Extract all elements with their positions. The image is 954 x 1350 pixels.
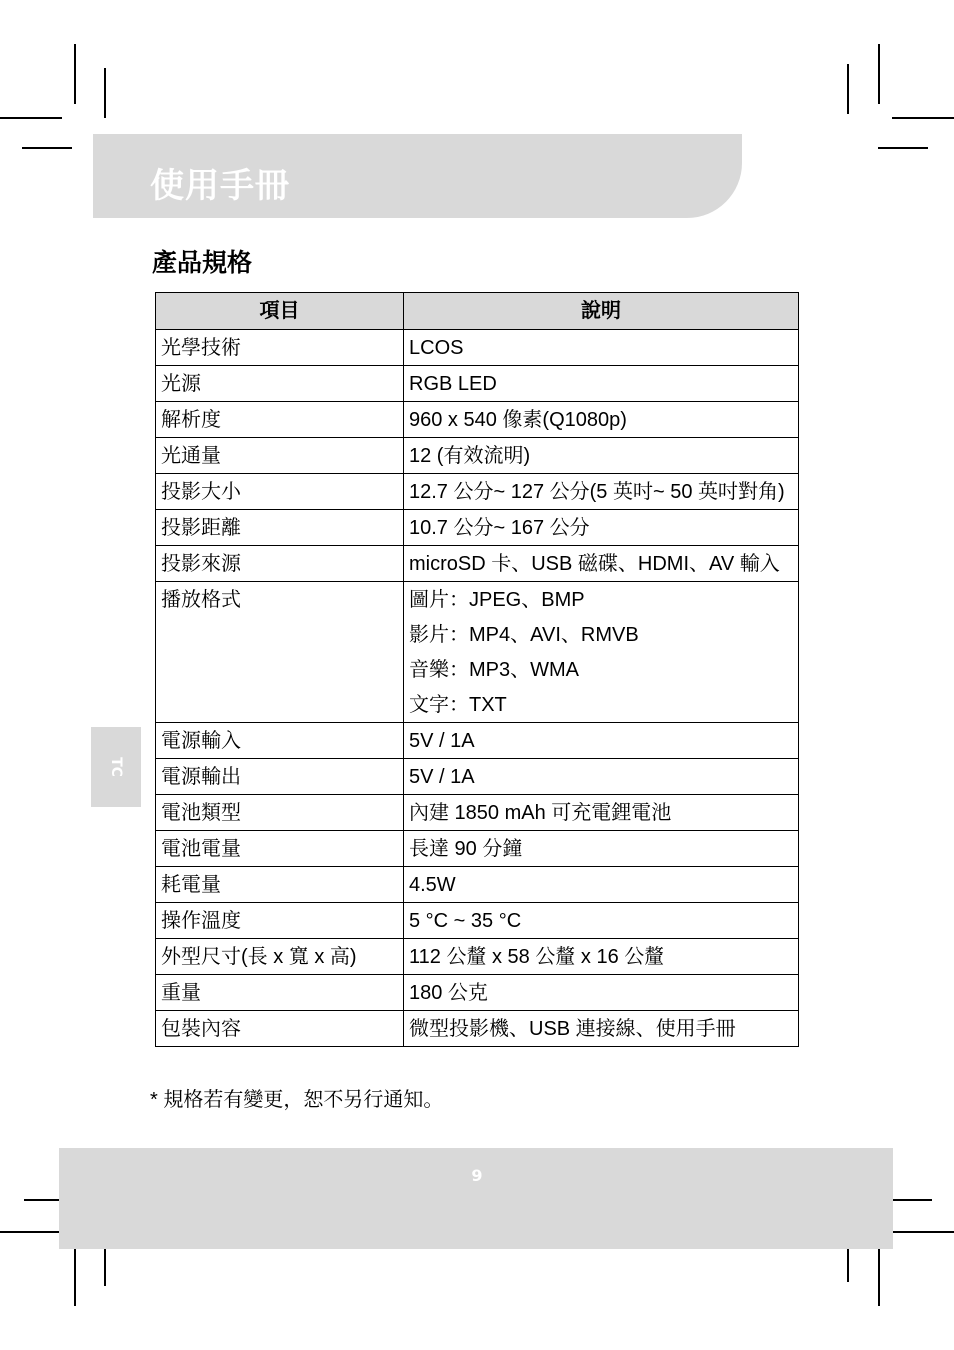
spec-description	[404, 474, 799, 510]
footnote: * 規格若有變更，恕不另行通知。	[150, 1089, 444, 1111]
spec-description	[404, 831, 799, 867]
table-row	[156, 366, 799, 402]
spec-description	[404, 903, 799, 939]
crop-mark	[892, 117, 954, 119]
spec-item: 電池電量	[156, 831, 404, 867]
spec-description	[404, 939, 799, 975]
table-row	[156, 510, 799, 546]
spec-item: 包裝內容	[156, 1011, 404, 1047]
table-row	[156, 723, 799, 759]
crop-mark	[0, 117, 62, 119]
spec-description-line: 4.5W	[409, 874, 456, 896]
spec-description	[404, 402, 799, 438]
spec-item: 投影來源	[156, 546, 404, 582]
spec-description	[404, 795, 799, 831]
spec-description-line: 10.7 公分~ 167 公分	[409, 517, 590, 539]
table-row	[156, 867, 799, 903]
crop-mark	[892, 1231, 954, 1233]
spec-item: 光通量	[156, 438, 404, 474]
spec-description-line: 文字：TXT	[409, 694, 507, 716]
table-row	[156, 474, 799, 510]
footer-band	[59, 1148, 893, 1249]
spec-item: 光源	[156, 366, 404, 402]
language-tab-label: TC	[108, 757, 124, 777]
spec-item: 耗電量	[156, 867, 404, 903]
spec-description-line: 960 x 540 像素(Q1080p)	[409, 409, 627, 431]
spec-item: 電源輸入	[156, 723, 404, 759]
spec-description-line: 圖片：JPEG、BMP	[409, 589, 585, 611]
spec-description	[404, 759, 799, 795]
spec-description-line: 5 °C ~ 35 °C	[409, 910, 522, 932]
spec-table-body	[156, 330, 799, 1047]
spec-description	[404, 510, 799, 546]
crop-mark	[878, 44, 880, 104]
spec-description	[404, 330, 799, 366]
crop-mark	[22, 147, 72, 149]
spec-table	[155, 292, 799, 1047]
language-tab	[91, 727, 141, 807]
table-row	[156, 831, 799, 867]
spec-description	[404, 546, 799, 582]
spec-description-line: 12 (有效流明)	[409, 445, 531, 467]
table-row	[156, 939, 799, 975]
page-title: 使用手冊	[150, 166, 290, 206]
table-header-row	[156, 293, 799, 330]
crop-mark	[878, 1246, 880, 1306]
crop-mark	[74, 1246, 76, 1306]
table-row	[156, 1011, 799, 1047]
spec-description-line: 長達 90 分鐘	[409, 838, 523, 860]
spec-item: 操作溫度	[156, 903, 404, 939]
spec-item: 投影距離	[156, 510, 404, 546]
crop-mark	[74, 44, 76, 104]
table-row	[156, 546, 799, 582]
spec-description-line: 微型投影機、USB 連接線、使用手冊	[409, 1018, 736, 1040]
spec-item: 電池類型	[156, 795, 404, 831]
spec-description-line: 影片：MP4、AVI、RMVB	[409, 624, 639, 646]
table-row	[156, 582, 799, 723]
crop-mark	[847, 64, 849, 114]
spec-description	[404, 582, 799, 723]
table-row	[156, 402, 799, 438]
spec-item: 外型尺寸(長 x 寬 x 高)	[156, 939, 404, 975]
crop-mark	[104, 68, 106, 118]
spec-item: 光學技術	[156, 330, 404, 366]
table-row	[156, 438, 799, 474]
spec-description	[404, 867, 799, 903]
spec-description	[404, 438, 799, 474]
spec-description	[404, 366, 799, 402]
spec-description-line: 180 公克	[409, 982, 488, 1004]
spec-description-line: 5V / 1A	[409, 766, 475, 788]
table-row	[156, 795, 799, 831]
section-title: 產品規格	[152, 248, 253, 277]
crop-mark	[0, 1231, 62, 1233]
crop-mark	[878, 147, 928, 149]
spec-description	[404, 975, 799, 1011]
spec-item: 投影大小	[156, 474, 404, 510]
spec-item: 播放格式	[156, 582, 404, 723]
column-header-description: 說明	[404, 293, 799, 330]
spec-description	[404, 723, 799, 759]
spec-description-line: 內建 1850 mAh 可充電鋰電池	[409, 802, 672, 824]
spec-description	[404, 1011, 799, 1047]
column-header-item: 項目	[156, 293, 404, 330]
table-row	[156, 975, 799, 1011]
spec-item: 解析度	[156, 402, 404, 438]
spec-description-line: 音樂：MP3、WMA	[409, 659, 579, 681]
spec-item: 電源輸出	[156, 759, 404, 795]
table-row	[156, 330, 799, 366]
page-number: 9	[471, 1166, 483, 1185]
spec-description-line: 12.7 公分~ 127 公分(5 英吋~ 50 英吋對角)	[409, 481, 785, 503]
spec-description-line: RGB LED	[409, 373, 497, 395]
spec-description-line: LCOS	[409, 337, 464, 359]
table-row	[156, 759, 799, 795]
spec-item: 重量	[156, 975, 404, 1011]
spec-description-line: 5V / 1A	[409, 730, 475, 752]
spec-description-line: 112 公釐 x 58 公釐 x 16 公釐	[409, 946, 665, 968]
table-row	[156, 903, 799, 939]
spec-description-line: microSD 卡、USB 磁碟、HDMI、AV 輸入	[409, 553, 780, 575]
